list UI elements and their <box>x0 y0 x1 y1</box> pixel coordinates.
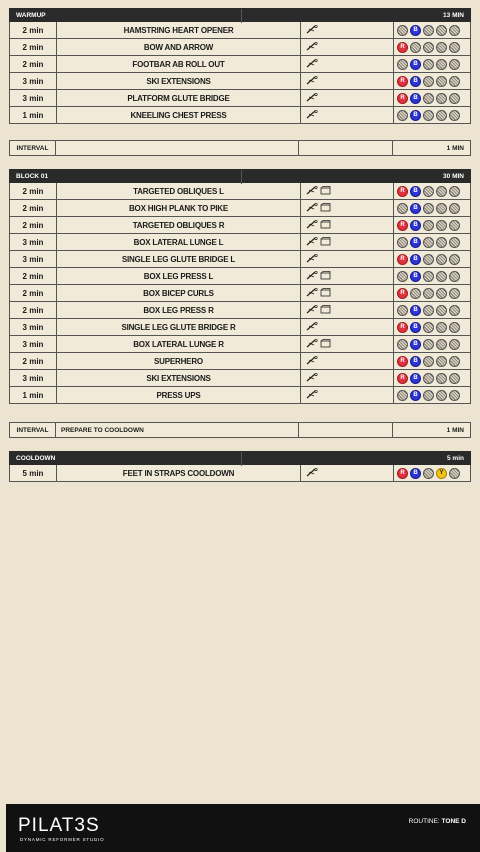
exercise-name: TARGETED OBLIQUES R <box>57 217 301 233</box>
equipment-cell <box>301 234 394 250</box>
exercise-duration: 1 min <box>10 387 57 403</box>
empty-spring-icon <box>449 356 460 367</box>
exercise-duration: 2 min <box>10 302 57 318</box>
empty-spring-icon <box>397 203 408 214</box>
strap-icon <box>306 220 318 231</box>
section-header <box>9 169 471 183</box>
empty-spring-icon <box>449 468 460 479</box>
exercise-duration: 2 min <box>10 200 57 216</box>
empty-spring-icon <box>436 390 447 401</box>
empty-spring-icon <box>436 59 447 70</box>
exercise-duration: 2 min <box>10 183 57 199</box>
strap-icon <box>306 186 318 197</box>
spring-settings <box>394 200 470 216</box>
empty-spring-icon <box>436 110 447 121</box>
exercise-row[interactable] <box>9 73 471 90</box>
box-icon <box>320 186 331 197</box>
exercise-duration: 2 min <box>10 217 57 233</box>
exercise-row[interactable] <box>9 465 471 482</box>
empty-spring-icon <box>449 373 460 384</box>
blue-spring-icon: B <box>410 339 421 350</box>
empty-spring-icon <box>397 237 408 248</box>
blue-spring-icon: B <box>410 271 421 282</box>
empty-spring-icon <box>397 271 408 282</box>
empty-spring-icon <box>449 237 460 248</box>
brand-logo: PILAT3S <box>18 815 100 836</box>
interval-equipment <box>299 423 393 437</box>
empty-spring-icon <box>436 305 447 316</box>
equipment-cell <box>301 217 394 233</box>
exercise-name: BOX LEG PRESS L <box>57 268 301 284</box>
exercise-duration: 3 min <box>10 370 57 386</box>
exercise-row[interactable] <box>9 251 471 268</box>
exercise-row[interactable] <box>9 234 471 251</box>
spring-settings <box>394 353 470 369</box>
interval-text: PREPARE TO COOLDOWN <box>56 423 299 437</box>
red-spring-icon: R <box>397 373 408 384</box>
empty-spring-icon <box>397 59 408 70</box>
exercise-name: HAMSTRING HEART OPENER <box>57 22 301 38</box>
empty-spring-icon <box>449 322 460 333</box>
header-divider <box>241 452 242 466</box>
spring-settings <box>394 73 470 89</box>
empty-spring-icon <box>436 203 447 214</box>
section-total-time: 5 min <box>447 454 464 462</box>
equipment-cell <box>301 90 394 106</box>
blue-spring-icon: B <box>410 110 421 121</box>
header-divider <box>241 170 242 184</box>
blue-spring-icon: B <box>410 237 421 248</box>
equipment-cell <box>301 268 394 284</box>
spring-settings <box>394 465 470 481</box>
empty-spring-icon <box>423 237 434 248</box>
exercise-name: BOX LEG PRESS R <box>57 302 301 318</box>
strap-icon <box>306 110 318 121</box>
blue-spring-icon: B <box>410 305 421 316</box>
empty-spring-icon <box>423 468 434 479</box>
routine-value: TONE D <box>441 818 466 825</box>
equipment-cell <box>301 183 394 199</box>
exercise-row[interactable] <box>9 336 471 353</box>
equipment-cell <box>301 302 394 318</box>
box-icon <box>320 305 331 316</box>
blue-spring-icon: B <box>410 93 421 104</box>
equipment-cell <box>301 387 394 403</box>
exercise-name: BOX LATERAL LUNGE R <box>57 336 301 352</box>
section-warmup <box>9 8 471 124</box>
red-spring-icon: R <box>397 254 408 265</box>
empty-spring-icon <box>449 25 460 36</box>
exercise-name: TARGETED OBLIQUES L <box>57 183 301 199</box>
spring-settings <box>394 336 470 352</box>
section-block01 <box>9 169 471 404</box>
spring-settings <box>394 319 470 335</box>
section-total-time: 13 MIN <box>443 11 464 19</box>
empty-spring-icon <box>436 186 447 197</box>
empty-spring-icon <box>449 59 460 70</box>
section-header <box>9 8 471 22</box>
red-spring-icon: R <box>397 468 408 479</box>
exercise-row[interactable] <box>9 285 471 302</box>
exercise-row[interactable] <box>9 200 471 217</box>
spring-settings <box>394 268 470 284</box>
equipment-cell <box>301 370 394 386</box>
strap-icon <box>306 288 318 299</box>
blue-spring-icon: B <box>410 203 421 214</box>
strap-icon <box>306 42 318 53</box>
blue-spring-icon: B <box>410 322 421 333</box>
section-header <box>9 451 471 465</box>
empty-spring-icon <box>423 339 434 350</box>
equipment-cell <box>301 200 394 216</box>
blue-spring-icon: B <box>410 76 421 87</box>
exercise-duration: 3 min <box>10 234 57 250</box>
blue-spring-icon: B <box>410 468 421 479</box>
exercise-duration: 1 min <box>10 107 57 123</box>
empty-spring-icon <box>423 186 434 197</box>
exercise-name: SUPERHERO <box>57 353 301 369</box>
spring-settings <box>394 183 470 199</box>
exercise-name: BOX LATERAL LUNGE L <box>57 234 301 250</box>
exercise-name: FEET IN STRAPS COOLDOWN <box>57 465 301 481</box>
blue-spring-icon: B <box>410 373 421 384</box>
strap-icon <box>306 339 318 350</box>
interval-time: 1 MIN <box>446 426 464 434</box>
empty-spring-icon <box>423 59 434 70</box>
interval-text <box>56 141 299 155</box>
empty-spring-icon <box>449 42 460 53</box>
exercise-name: PRESS UPS <box>57 387 301 403</box>
exercise-duration: 2 min <box>10 268 57 284</box>
empty-spring-icon <box>449 220 460 231</box>
exercise-name: BOW AND ARROW <box>57 39 301 55</box>
red-spring-icon: R <box>397 322 408 333</box>
equipment-cell <box>301 319 394 335</box>
empty-spring-icon <box>397 339 408 350</box>
exercise-name: PLATFORM GLUTE BRIDGE <box>57 90 301 106</box>
header-divider <box>241 9 242 23</box>
equipment-cell <box>301 353 394 369</box>
equipment-cell <box>301 251 394 267</box>
box-icon <box>320 220 331 231</box>
empty-spring-icon <box>423 93 434 104</box>
strap-icon <box>306 93 318 104</box>
empty-spring-icon <box>423 203 434 214</box>
exercise-name: FOOTBAR AB ROLL OUT <box>57 56 301 72</box>
red-spring-icon: R <box>397 93 408 104</box>
box-icon <box>320 271 331 282</box>
empty-spring-icon <box>436 25 447 36</box>
red-spring-icon: R <box>397 356 408 367</box>
exercise-name: BOX BICEP CURLS <box>57 285 301 301</box>
box-icon <box>320 203 331 214</box>
red-spring-icon: R <box>397 42 408 53</box>
empty-spring-icon <box>436 237 447 248</box>
empty-spring-icon <box>436 373 447 384</box>
empty-spring-icon <box>397 305 408 316</box>
blue-spring-icon: B <box>410 356 421 367</box>
footer <box>6 804 480 852</box>
interval-time: 1 MIN <box>446 144 464 152</box>
box-icon <box>320 237 331 248</box>
equipment-cell <box>301 56 394 72</box>
empty-spring-icon <box>436 288 447 299</box>
empty-spring-icon <box>436 356 447 367</box>
routine-label: ROUTINE: TONE D <box>408 818 466 825</box>
section-total-time: 30 MIN <box>443 172 464 180</box>
interval-row <box>9 140 471 156</box>
empty-spring-icon <box>436 76 447 87</box>
exercise-name: SKI EXTENSIONS <box>57 370 301 386</box>
exercise-name: KNEELING CHEST PRESS <box>57 107 301 123</box>
red-spring-icon: R <box>397 186 408 197</box>
exercise-row[interactable] <box>9 183 471 200</box>
empty-spring-icon <box>449 339 460 350</box>
yellow-spring-icon: Y <box>436 468 447 479</box>
interval-row <box>9 422 471 438</box>
spring-settings <box>394 387 470 403</box>
spring-settings <box>394 39 470 55</box>
interval-label: INTERVAL <box>10 423 56 437</box>
blue-spring-icon: B <box>410 390 421 401</box>
exercise-name: SINGLE LEG GLUTE BRIDGE L <box>57 251 301 267</box>
blue-spring-icon: B <box>410 254 421 265</box>
strap-icon <box>306 356 318 367</box>
equipment-cell <box>301 107 394 123</box>
spring-settings <box>394 302 470 318</box>
exercise-duration: 5 min <box>10 465 57 481</box>
exercise-row[interactable] <box>9 387 471 404</box>
equipment-cell <box>301 39 394 55</box>
strap-icon <box>306 76 318 87</box>
blue-spring-icon: B <box>410 59 421 70</box>
box-icon <box>320 288 331 299</box>
empty-spring-icon <box>410 42 421 53</box>
equipment-cell <box>301 73 394 89</box>
equipment-cell <box>301 465 394 481</box>
exercise-duration: 3 min <box>10 336 57 352</box>
empty-spring-icon <box>423 305 434 316</box>
strap-icon <box>306 254 318 265</box>
empty-spring-icon <box>397 110 408 121</box>
exercise-row[interactable] <box>9 39 471 56</box>
exercise-row[interactable] <box>9 217 471 234</box>
empty-spring-icon <box>449 305 460 316</box>
exercise-row[interactable] <box>9 56 471 73</box>
strap-icon <box>306 59 318 70</box>
strap-icon <box>306 322 318 333</box>
strap-icon <box>306 468 318 479</box>
equipment-cell <box>301 336 394 352</box>
empty-spring-icon <box>423 390 434 401</box>
exercise-row[interactable] <box>9 319 471 336</box>
empty-spring-icon <box>449 110 460 121</box>
exercise-name: BOX HIGH PLANK TO PIKE <box>57 200 301 216</box>
blue-spring-icon: B <box>410 186 421 197</box>
spring-settings <box>394 234 470 250</box>
exercise-duration: 2 min <box>10 285 57 301</box>
empty-spring-icon <box>449 271 460 282</box>
section-title: WARMUP <box>16 11 46 19</box>
empty-spring-icon <box>449 288 460 299</box>
strap-icon <box>306 390 318 401</box>
box-icon <box>320 339 331 350</box>
exercise-duration: 2 min <box>10 39 57 55</box>
exercise-duration: 2 min <box>10 56 57 72</box>
spring-settings <box>394 22 470 38</box>
spring-settings <box>394 217 470 233</box>
blue-spring-icon: B <box>410 220 421 231</box>
exercise-row[interactable] <box>9 107 471 124</box>
empty-spring-icon <box>423 110 434 121</box>
spring-settings <box>394 90 470 106</box>
blue-spring-icon: B <box>410 25 421 36</box>
empty-spring-icon <box>423 76 434 87</box>
spring-settings <box>394 370 470 386</box>
equipment-cell <box>301 285 394 301</box>
exercise-duration: 2 min <box>10 22 57 38</box>
exercise-row[interactable] <box>9 370 471 387</box>
empty-spring-icon <box>449 93 460 104</box>
spring-settings <box>394 285 470 301</box>
empty-spring-icon <box>436 271 447 282</box>
empty-spring-icon <box>423 322 434 333</box>
empty-spring-icon <box>436 93 447 104</box>
exercise-name: SKI EXTENSIONS <box>57 73 301 89</box>
exercise-duration: 3 min <box>10 73 57 89</box>
spring-settings <box>394 107 470 123</box>
exercise-row[interactable] <box>9 22 471 39</box>
exercise-row[interactable] <box>9 90 471 107</box>
exercise-duration: 3 min <box>10 251 57 267</box>
red-spring-icon: R <box>397 220 408 231</box>
exercise-name: SINGLE LEG GLUTE BRIDGE R <box>57 319 301 335</box>
strap-icon <box>306 271 318 282</box>
empty-spring-icon <box>423 220 434 231</box>
exercise-row[interactable] <box>9 353 471 370</box>
exercise-duration: 2 min <box>10 353 57 369</box>
section-title: BLOCK 01 <box>16 172 49 180</box>
red-spring-icon: R <box>397 288 408 299</box>
exercise-row[interactable] <box>9 268 471 285</box>
section-title: COOLDOWN <box>16 454 56 462</box>
strap-icon <box>306 25 318 36</box>
empty-spring-icon <box>449 254 460 265</box>
empty-spring-icon <box>423 254 434 265</box>
empty-spring-icon <box>423 356 434 367</box>
empty-spring-icon <box>423 25 434 36</box>
strap-icon <box>306 203 318 214</box>
strap-icon <box>306 373 318 384</box>
strap-icon <box>306 305 318 316</box>
empty-spring-icon <box>397 25 408 36</box>
spring-settings <box>394 251 470 267</box>
exercise-duration: 3 min <box>10 90 57 106</box>
empty-spring-icon <box>449 186 460 197</box>
interval-label: INTERVAL <box>10 141 56 155</box>
empty-spring-icon <box>423 42 434 53</box>
interval-equipment <box>299 141 393 155</box>
empty-spring-icon <box>436 339 447 350</box>
empty-spring-icon <box>449 390 460 401</box>
empty-spring-icon <box>410 288 421 299</box>
empty-spring-icon <box>436 42 447 53</box>
empty-spring-icon <box>423 288 434 299</box>
exercise-duration: 3 min <box>10 319 57 335</box>
red-spring-icon: R <box>397 76 408 87</box>
equipment-cell <box>301 22 394 38</box>
empty-spring-icon <box>397 390 408 401</box>
empty-spring-icon <box>423 271 434 282</box>
empty-spring-icon <box>423 373 434 384</box>
empty-spring-icon <box>436 322 447 333</box>
empty-spring-icon <box>436 220 447 231</box>
strap-icon <box>306 237 318 248</box>
empty-spring-icon <box>449 76 460 87</box>
exercise-row[interactable] <box>9 302 471 319</box>
empty-spring-icon <box>449 203 460 214</box>
spring-settings <box>394 56 470 72</box>
section-cooldown <box>9 451 471 482</box>
empty-spring-icon <box>436 254 447 265</box>
brand-tagline: DYNAMIC REFORMER STUDIO <box>20 837 105 842</box>
